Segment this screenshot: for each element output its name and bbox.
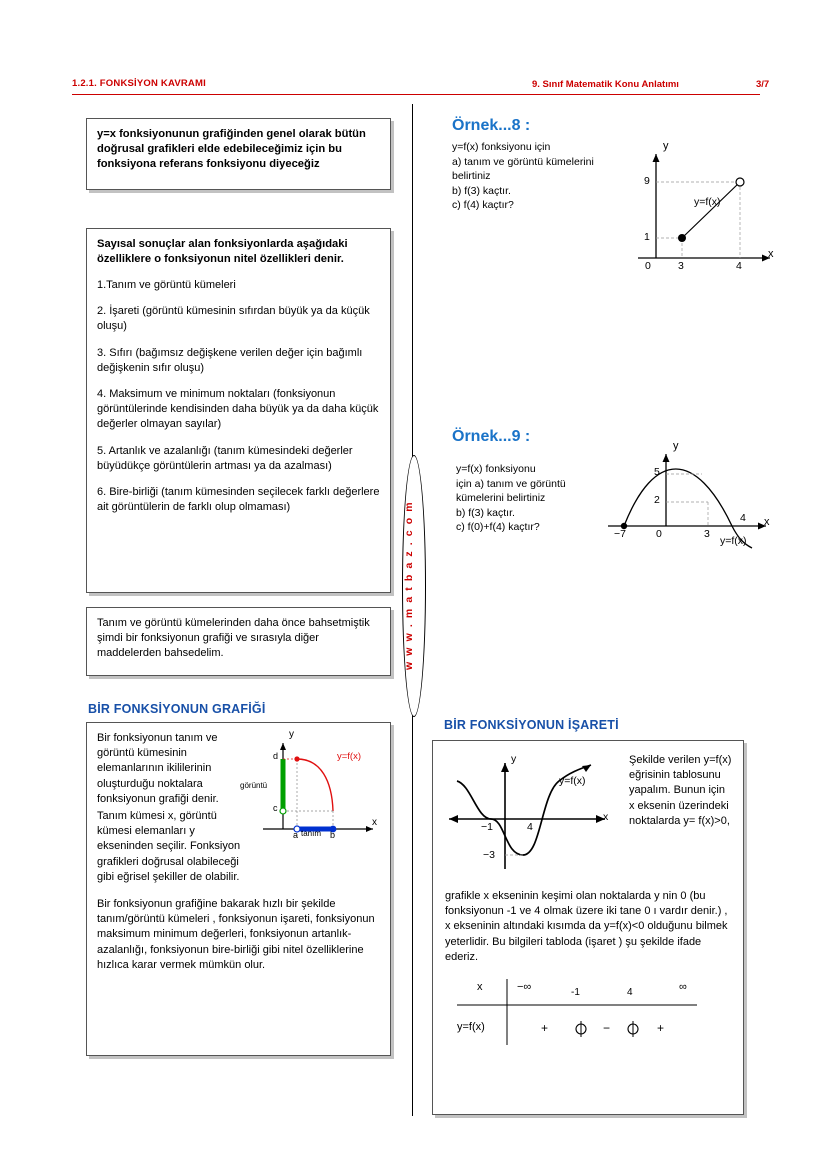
example-9-line-4: c) f(0)+f(4) kaçtır? <box>456 521 540 533</box>
function-graph-diagram <box>235 729 385 844</box>
header-divider <box>72 94 760 95</box>
example-8-line-3: b) f(3) kaçtır. <box>452 184 511 197</box>
example-9-lines <box>456 462 606 535</box>
example-9-curve-label: y=f(x) <box>720 535 747 547</box>
diagram-x-axis-label: x <box>372 817 377 828</box>
diagram-y-axis-label: y <box>289 729 294 740</box>
page-header <box>72 78 770 98</box>
sign-graph <box>447 751 622 881</box>
example-8-line-2: a) tanım ve görüntü kümelerini belirtiniz <box>452 155 594 182</box>
example-9-ytick-5: 5 <box>654 466 660 478</box>
diagram-tanim-label: tanım <box>301 829 322 838</box>
example-8-line-4: c) f(4) kaçtır? <box>452 199 514 211</box>
sign-table-row2-label: y=f(x) <box>457 1021 485 1033</box>
left-box-intro-graph <box>86 607 391 676</box>
left-box-intro-graph-text: Tanım ve görüntü kümelerinden daha önce bahsetmiştik şimdi bir fonksiyonun grafiği ve sırasıyla diğer maddelerden bahsedelim. <box>97 617 370 660</box>
example-9-xtick-0: 0 <box>656 528 662 540</box>
example-8-graph <box>620 140 780 285</box>
example-9-x-label: x <box>764 516 770 528</box>
sign-graph-tick-minus3: −3 <box>483 849 495 861</box>
example-8-lines <box>452 140 622 213</box>
sign-side-text: Şekilde verilen y=f(x) eğrisinin tablosunu yapalım. Bunun için x eksenin üzerindeki noktalarda y= f(x)>0, <box>629 754 732 827</box>
example-8-x-label: x <box>768 248 774 260</box>
sign-graph-tick-minus1: −1 <box>481 821 493 833</box>
example-9-line-2: için a) tanım ve görüntü kümelerini belirtiniz <box>456 477 566 504</box>
example-8-line-1: y=f(x) fonksiyonu için <box>452 141 551 153</box>
diagram-gorintu-label: görüntü <box>240 781 268 790</box>
left-box-qualitative-properties <box>86 228 391 593</box>
sign-table-sign-2: − <box>603 1021 611 1035</box>
qualitative-item-1: 1.Tanım ve görüntü kümeleri <box>97 279 236 291</box>
example-9-y-label: y <box>673 440 679 452</box>
qualitative-intro: Sayısal sonuçlar alan fonksiyonlarda aşağıdaki özelliklere o fonksiyonun nitel özellikleri denir. <box>97 238 348 265</box>
diagram-tick-b: b <box>330 830 336 840</box>
right-box-function-sign <box>432 740 744 1115</box>
example-9-ytick-2: 2 <box>654 494 660 506</box>
left-box-reference-function <box>86 118 391 190</box>
example-8-xtick-3: 3 <box>678 260 684 272</box>
diagram-tick-d: d <box>273 751 279 761</box>
sign-table-col-right: ∞ <box>679 981 687 993</box>
example-9-title: Örnek...9 : <box>452 428 531 445</box>
sign-graph-curve-label: y=f(x) <box>559 775 586 787</box>
qualitative-item-2: 2. İşareti (görüntü kümesinin sıfırdan büyük ya da küçük oluşu) <box>97 305 370 333</box>
example-8-ytick-9: 9 <box>644 175 650 187</box>
qualitative-item-6: 6. Bire-birliği (tanım kümesinden seçilecek farklı değerlere ait görüntülerin de farklı olup olmaması) <box>97 486 380 514</box>
example-9-xtick-minus7: −7 <box>614 528 626 540</box>
graph-paragraph-1: Bir fonksiyonun tanım ve görüntü kümesinin elemanlarının ikililerinin oluşturduğu noktalara fonksiyonun grafiği denir. <box>97 732 219 805</box>
left-box-qualitative-content <box>87 229 390 523</box>
header-page-number: 3/7 <box>756 79 770 90</box>
section-title-function-sign: BİR FONKSİYONUN İŞARETİ <box>444 718 619 732</box>
sign-table-col-minus1: -1 <box>571 987 580 998</box>
left-box-function-graph <box>86 722 391 1056</box>
example-9-xtick-4: 4 <box>740 512 746 524</box>
example-8-origin: 0 <box>645 260 651 272</box>
sign-table-col-4: 4 <box>627 987 633 998</box>
right-box-function-sign-content <box>433 741 743 1035</box>
example-9-xtick-3: 3 <box>704 528 710 540</box>
example-8-ytick-1: 1 <box>644 231 650 243</box>
sign-graph-x-label: x <box>603 811 609 823</box>
example-9-line-1: y=f(x) fonksiyonu <box>456 463 536 475</box>
sign-body-text: grafikle x ekseninin keşimi olan noktalarda y nin 0 (bu fonksiyonun -1 ve 4 olmak üzere iki tane 0 ı vardır denir.) , x ekseninin altındaki kısımda da y=f(x)<0 olduğunu bilmek yeterlidir. Bu bilgileri tabloda (işaret ) şu şekilde ifade ederiz. <box>445 890 728 963</box>
sign-table-sign-1: + <box>541 1021 549 1035</box>
sign-table-row1-label: x <box>477 981 483 993</box>
diagram-tick-c: c <box>273 803 278 813</box>
header-course-title: 9. Sınıf Matematik Konu Anlatımı <box>532 79 679 90</box>
example-9-graph <box>604 440 780 565</box>
qualitative-item-3: 3. Sıfırı (bağımsız değişkene verilen değer için bağımlı değişkenin sıfır oluşu) <box>97 346 363 374</box>
diagram-tick-a: a <box>293 830 299 840</box>
diagram-curve-label: y=f(x) <box>337 751 362 762</box>
header-section-title: 1.2.1. FONKSİYON KAVRAMI <box>72 78 206 89</box>
graph-paragraph-3: Bir fonksiyonun grafiğine bakarak hızlı bir şekilde tanım/görüntü kümeleri , fonksiyonun işareti, fonksiyonun maksimum minimum değerleri, fonksiyonun artanlık-azalanlığı, fonksiyonun bire-birliği gibi nitel özelliklerine hızlıca karar vermek mümkün olur. <box>97 898 375 971</box>
example-8-xtick-4: 4 <box>736 260 742 272</box>
example-8-curve-label: y=f(x) <box>694 196 721 208</box>
qualitative-item-5: 5. Artanlık ve azalanlığı (tanım kümesindeki değerler büyüdükçe görüntülerin artması ya da azalması) <box>97 444 353 472</box>
watermark-url: w w w . m a t b a z . c o m <box>403 500 415 670</box>
example-8-y-label: y <box>663 140 669 152</box>
sign-graph-tick-4: 4 <box>527 821 533 833</box>
sign-table <box>457 979 719 1057</box>
sign-table-col-left: −∞ <box>517 981 532 993</box>
left-box-reference-function-text: y=x fonksiyonunun grafiğinden genel olarak bütün doğrusal grafikleri elde edebileceğimiz için bu fonksiyona referans fonksiyonu diyeceğiz <box>97 128 366 170</box>
qualitative-item-4: 4. Maksimum ve minimum noktaları (fonksiyonun görüntülerinde kendisinden daha büyük ya da daha küçük değerler olmayan sayılar) <box>97 388 379 431</box>
example-8-title: Örnek...8 : <box>452 117 531 134</box>
section-title-function-graph: BİR FONKSİYONUN GRAFİĞİ <box>88 702 266 716</box>
sign-graph-y-label: y <box>511 753 517 765</box>
sign-table-sign-3: + <box>657 1021 665 1035</box>
graph-paragraph-2: Tanım kümesi x, görüntü kümesi elemanları y ekseninden seçilir. Fonksiyon grafikleri doğrusal olabileceği gibi eğrisel şekiller de olabilir. <box>97 810 241 883</box>
example-9-line-3: b) f(3) kaçtır. <box>456 506 515 519</box>
